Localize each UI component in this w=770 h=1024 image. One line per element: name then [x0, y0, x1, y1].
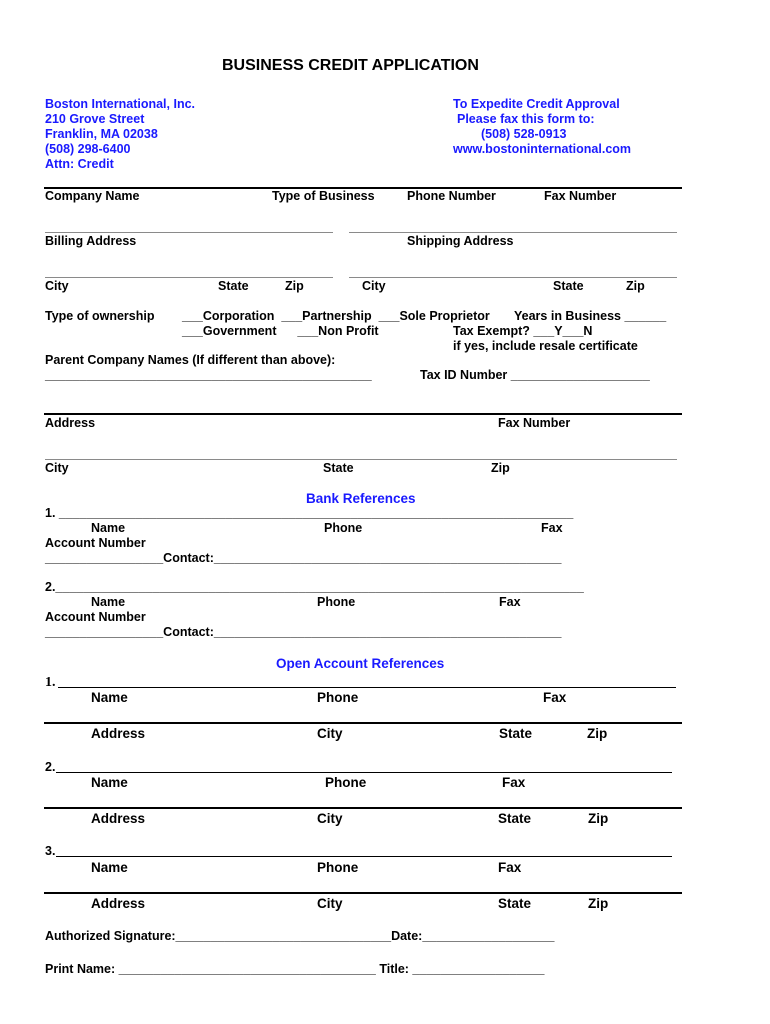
bank-ref1-account-label: Account Number: [45, 536, 146, 550]
open-ref2-name-label: Name: [91, 775, 128, 790]
open-ref3-name-label: Name: [91, 860, 128, 875]
fax-box-line1: To Expedite Credit Approval: [453, 97, 620, 111]
fax-box-website: www.bostoninternational.com: [453, 142, 632, 156]
billing-state-label: State: [218, 279, 249, 293]
shipping-address-input-line[interactable]: [349, 232, 677, 233]
bank-ref2-phone-label: Phone: [317, 595, 356, 609]
bank-ref2-account-label: Account Number: [45, 610, 146, 624]
bank-ref1-phone-label: Phone: [324, 521, 363, 535]
bank-ref2-fax-label: Fax: [499, 595, 521, 609]
bank-ref1-name-label: Name: [91, 521, 126, 535]
company-phone: (508) 298-6400: [45, 142, 131, 156]
parent-fax-number-label: Fax Number: [498, 416, 571, 430]
shipping-state-label: State: [553, 279, 584, 293]
shipping-city-label: City: [362, 279, 386, 293]
ownership-options-row2[interactable]: ___Government ___Non Profit: [182, 324, 379, 338]
open-ref3-input-line[interactable]: [56, 856, 672, 857]
bank-ref2-contact-line[interactable]: _________________Contact:__________________________________________________: [45, 625, 562, 639]
open-ref3-zip-label: Zip: [588, 896, 609, 911]
bank-ref2-line[interactable]: 2.____________________________________________________________________________: [45, 580, 584, 594]
open-ref1-phone-label: Phone: [317, 690, 359, 705]
tax-exempt-field[interactable]: Tax Exempt? ___Y___N: [453, 324, 593, 338]
billing-address-input-line[interactable]: [45, 232, 333, 233]
billing-zip-label: Zip: [285, 279, 304, 293]
ownership-options-row1[interactable]: ___Corporation ___Partnership ___Sole Proprietor: [182, 309, 490, 323]
parent-state-label: State: [323, 461, 354, 475]
company-attn: Attn: Credit: [45, 157, 114, 171]
open-ref1-zip-label: Zip: [587, 726, 608, 741]
tax-id-field[interactable]: Tax ID Number ____________________: [420, 368, 650, 382]
open-ref1-name-label: Name: [91, 690, 128, 705]
open-ref2-address-line[interactable]: [44, 807, 682, 809]
open-ref1-city-label: City: [317, 726, 343, 741]
parent-company-label: Parent Company Names (If different than above):: [45, 353, 336, 367]
bank-references-heading: Bank References: [306, 491, 416, 506]
open-ref3-address-line[interactable]: [44, 892, 682, 894]
open-ref3-number: 3.: [45, 844, 56, 858]
open-ref2-zip-label: Zip: [588, 811, 609, 826]
parent-zip-label: Zip: [491, 461, 510, 475]
type-of-ownership-label: Type of ownership: [45, 309, 155, 323]
phone-number-label: Phone Number: [407, 189, 496, 203]
open-ref2-number: 2.: [45, 760, 56, 774]
billing-city-input-line[interactable]: [45, 277, 333, 278]
billing-address-label: Billing Address: [45, 234, 137, 248]
shipping-city-input-line[interactable]: [349, 277, 677, 278]
parent-address-label: Address: [45, 416, 96, 430]
open-ref2-fax-label: Fax: [502, 775, 526, 790]
open-ref3-city-label: City: [317, 896, 343, 911]
authorized-signature-field[interactable]: Authorized Signature:_______________________________Date:___________________: [45, 929, 555, 943]
type-of-business-label: Type of Business: [272, 189, 375, 203]
open-ref2-address-label: Address: [91, 811, 146, 826]
open-ref1-input-line[interactable]: [58, 687, 676, 688]
open-ref1-fax-label: Fax: [543, 690, 567, 705]
parent-city-label: City: [45, 461, 69, 475]
section-divider: [44, 413, 682, 415]
open-ref1-address-label: Address: [91, 726, 146, 741]
open-ref2-phone-label: Phone: [325, 775, 367, 790]
company-city-state: Franklin, MA 02038: [45, 127, 158, 141]
parent-company-input-line[interactable]: _______________________________________________: [45, 368, 372, 382]
open-ref2-input-line[interactable]: [56, 772, 672, 773]
parent-address-input-line[interactable]: [45, 459, 677, 460]
fax-box-line2: Please fax this form to:: [457, 112, 595, 126]
bank-ref1-contact-line[interactable]: _________________Contact:__________________________________________________: [45, 551, 562, 565]
open-ref1-number: 1.: [45, 675, 56, 690]
shipping-address-label: Shipping Address: [407, 234, 514, 248]
resale-certificate-note: if yes, include resale certificate: [453, 339, 638, 353]
company-name: Boston International, Inc.: [45, 97, 196, 111]
bank-ref1-line[interactable]: 1. __________________________________________________________________________: [45, 506, 574, 520]
open-account-references-heading: Open Account References: [276, 656, 445, 671]
open-ref3-fax-label: Fax: [498, 860, 522, 875]
years-in-business-field[interactable]: Years in Business ______: [514, 309, 667, 323]
company-street: 210 Grove Street: [45, 112, 145, 126]
open-ref3-phone-label: Phone: [317, 860, 359, 875]
bank-ref2-name-label: Name: [91, 595, 126, 609]
bank-ref1-fax-label: Fax: [541, 521, 563, 535]
company-name-label: Company Name: [45, 189, 140, 203]
open-ref1-address-line[interactable]: [44, 722, 682, 724]
fax-number-label: Fax Number: [544, 189, 617, 203]
print-name-field[interactable]: Print Name: _____________________________________ Title: ___________________: [45, 962, 545, 976]
open-ref1-state-label: State: [499, 726, 533, 741]
fax-box-number: (508) 528-0913: [481, 127, 567, 141]
open-ref2-city-label: City: [317, 811, 343, 826]
open-ref2-state-label: State: [498, 811, 532, 826]
page-title: BUSINESS CREDIT APPLICATION: [222, 57, 479, 74]
open-ref3-address-label: Address: [91, 896, 146, 911]
shipping-zip-label: Zip: [626, 279, 645, 293]
open-ref3-state-label: State: [498, 896, 532, 911]
billing-city-label: City: [45, 279, 69, 293]
